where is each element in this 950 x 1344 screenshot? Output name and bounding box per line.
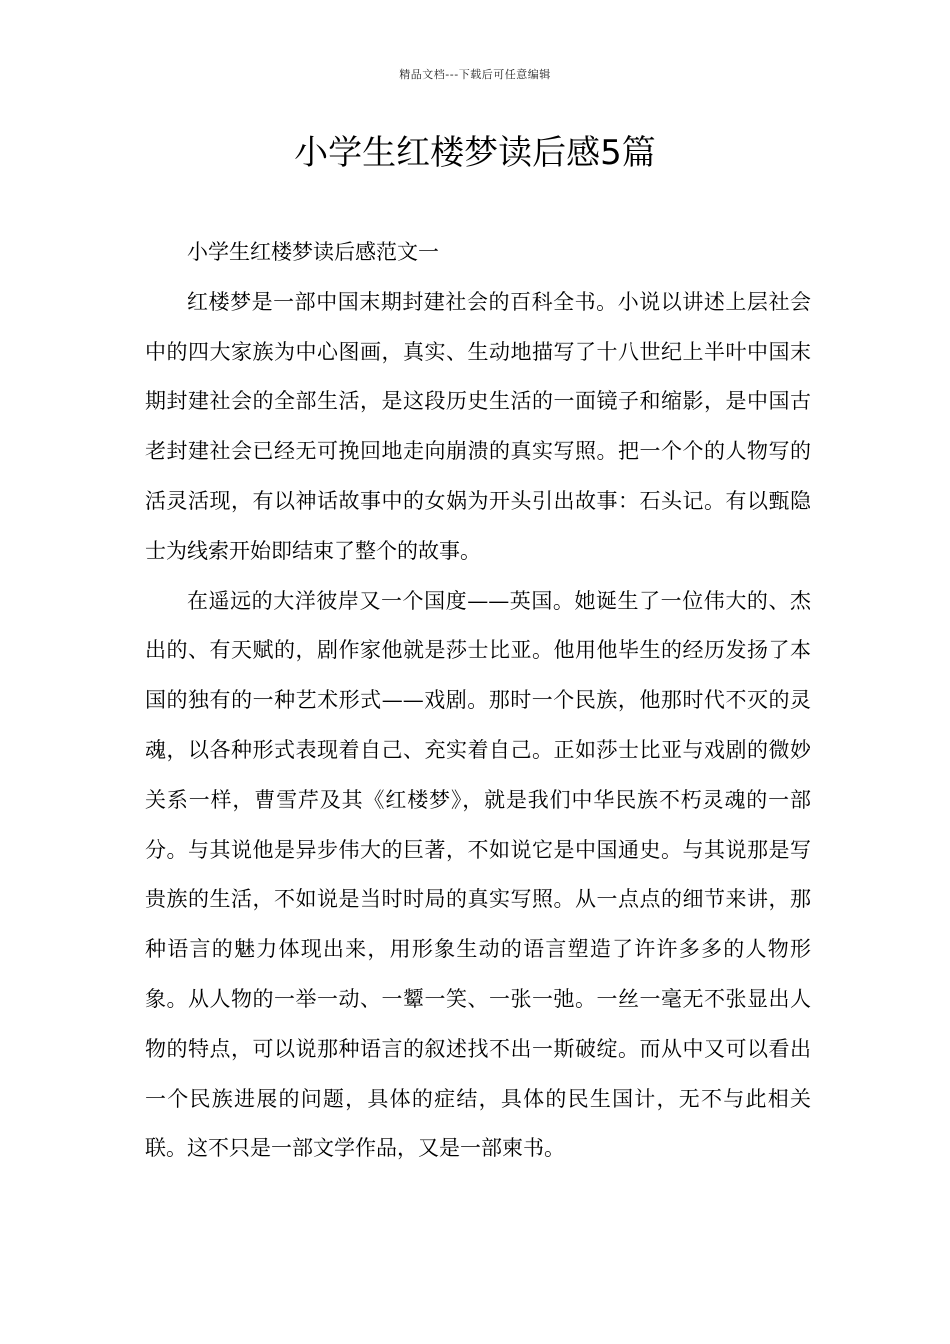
document-title: 小学生红楼梦读后感5篇 xyxy=(294,133,656,173)
body-paragraph: 红楼梦是一部中国末期封建社会的百科全书。小说以讲述上层社会中的四大家族为中心图画，真实、生动地描写了十八世纪上半叶中国末期封建社会的全部生活，是这段历史生活的一面镜子和缩影，是中国古老封建社会已经无可挽回地走向崩溃的真实写照。把一个个的人物写的活灵活现，有以神话故事中的女娲为开头引出故事：石头记。有以甄隐士为线索开始即结束了整个的故事。 xyxy=(145,289,811,563)
section-heading: 小学生红楼梦读后感范文一 xyxy=(187,240,439,264)
page-header: 精品文档---下载后可任意编辑 xyxy=(399,68,551,81)
document-body xyxy=(145,228,811,1174)
body-paragraph: 在遥远的大洋彼岸又一个国度——英国。她诞生了一位伟大的、杰出的、有天赋的，剧作家他就是莎士比亚。他用他毕生的经历发扬了本国的独有的一种艺术形式——戏剧。那时一个民族，他那时代不灭的灵魂，以各种形式表现着自己、充实着自己。正如莎士比亚与戏剧的微妙关系一样，曹雪芹及其《红楼梦》，就是我们中华民族不朽灵魂的一部分。与其说他是异步伟大的巨著，不如说它是中国通史。与其说那是写贵族的生活，不如说是当时时局的真实写照。从一点点的细节来讲，那种语言的魅力体现出来，用形象生动的语言塑造了许许多多的人物形象。从人物的一举一动、一颦一笑、一张一弛。一丝一毫无不张显出人物的特点，可以说那种语言的叙述找不出一斯破绽。而从中又可以看出一个民族进展的问题，具体的症结，具体的民生国计，无不与此相关联。这不只是一部文学作品，又是一部柬书。 xyxy=(145,588,811,1161)
